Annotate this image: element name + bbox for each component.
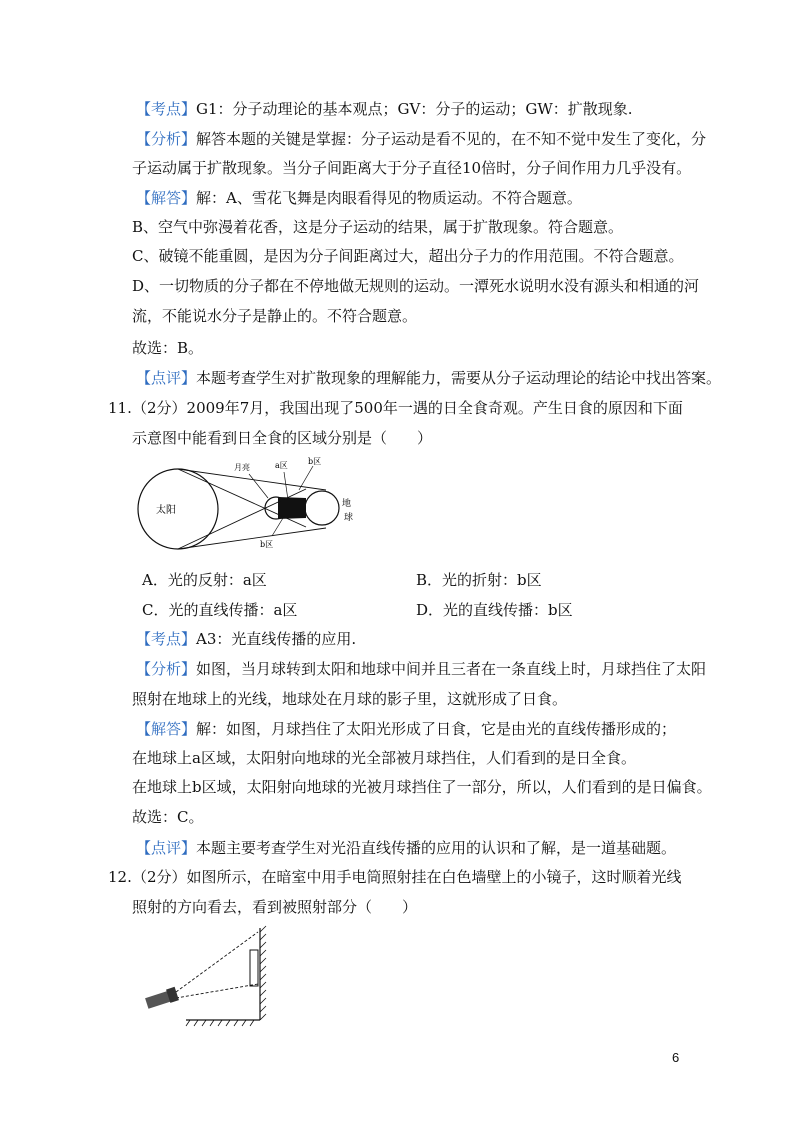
light-ray-bottom <box>176 984 258 998</box>
dianping-text: 本题考查学生对扩散现象的理解能力，需要从分子运动理论的结论中找出答案。 <box>196 369 722 387</box>
light-ray-top <box>176 932 258 992</box>
kaodian-tag: 【考点】 <box>136 100 197 118</box>
kaodian-text: G1：分子动理论的基本观点；GV：分子的运动；GW：扩散现象. <box>196 100 633 118</box>
option-d: D．光的直线传播：b区 <box>416 601 573 619</box>
jieda-tag: 【解答】 <box>136 189 197 207</box>
kaodian-tag: 【考点】 <box>136 630 197 648</box>
fenxi-text: 如图，当月球转到太阳和地球中间并且三者在一条直线上时，月球挡住了太阳 <box>196 660 707 678</box>
dianping-tag: 【点评】 <box>136 369 197 387</box>
q11-fenxi <box>136 659 706 679</box>
earth-label-2: 球 <box>344 513 354 523</box>
q11-dianping <box>136 838 676 858</box>
kaodian-text: A3：光直线传播的应用. <box>196 630 357 648</box>
option-b: B．光的折射：b区 <box>416 571 542 589</box>
page-number: 6 <box>672 1050 680 1065</box>
option-c: C．光的直线传播：a区 <box>142 601 298 619</box>
a-zone-label: a区 <box>275 461 288 470</box>
sun-circle <box>138 469 218 549</box>
dianping-text: 本题主要考查学生对光沿直线传播的应用的认识和了解，是一道基础题。 <box>196 839 677 857</box>
option-a: A．光的反射：a区 <box>142 571 267 589</box>
mirror <box>250 950 258 986</box>
fenxi-text: 解答本题的关键是掌握：分子运动是看不见的，在不知不觉中发生了变化，分 <box>196 130 707 148</box>
q11-line-b: 在地球上b区域，太阳射向地球的光被月球挡住了一部分，所以，人们看到的是日偏食。 <box>132 778 712 796</box>
dianping-tag: 【点评】 <box>136 839 197 857</box>
q11-number: 11. <box>108 399 132 417</box>
b-zone-label-bottom: b区 <box>260 540 274 549</box>
wall-hatching <box>260 926 266 1020</box>
fenxi-tag: 【分析】 <box>136 130 197 148</box>
q11-fenxi-cont: 照射在地球上的光线，地球处在月球的影子里，这就形成了日食。 <box>132 690 568 708</box>
q11-line-a: 在地球上a区域，太阳射向地球的光全部被月球挡住，人们看到的是日全食。 <box>132 749 636 767</box>
q10-line-d: D、一切物质的分子都在不停地做无规则的运动。一潭死水说明水没有源头和相通的河 <box>132 277 700 295</box>
b-zone-label-top: b区 <box>308 457 322 466</box>
q10-fenxi <box>136 129 706 149</box>
q10-answer: 故选：B。 <box>132 339 204 357</box>
floor-hatching <box>186 1020 254 1026</box>
flashlight-mirror-diagram <box>140 922 270 1030</box>
q10-line-d-cont: 流，不能说水分子是静止的。不符合题意。 <box>132 307 418 325</box>
jieda-tag: 【解答】 <box>136 720 197 738</box>
q10-line-c: C、破镜不能重圆，是因为分子间距离过大，超出分子力的作用范围。不符合题意。 <box>132 247 684 265</box>
sun-label: 太阳 <box>156 505 176 516</box>
flashlight-icon <box>145 987 179 1009</box>
jieda-text: 解：A、雪花飞舞是肉眼看得见的物质运动。不符合题意。 <box>196 189 582 207</box>
q12-stem-cont: 照射的方向看去，看到被照射部分（ ） <box>132 898 418 916</box>
q11-kaodian <box>136 629 356 649</box>
earth-circle <box>305 491 339 525</box>
q11-jieda <box>136 719 676 739</box>
moon-label: 月亮 <box>234 463 250 472</box>
fenxi-tag: 【分析】 <box>136 660 197 678</box>
q10-kaodian <box>136 99 633 119</box>
q12-number: 12. <box>108 868 132 886</box>
q11-stem: （2分）2009年7月，我国出现了500年一遇的日全食奇观。产生日食的原因和下面 <box>132 399 683 417</box>
q11-answer: 故选：C。 <box>132 808 204 826</box>
q10-line-b: B、空气中弥漫着花香，这是分子运动的结果，属于扩散现象。符合题意。 <box>132 218 624 236</box>
earth-label-1: 地 <box>342 499 352 509</box>
q10-fenxi-cont: 子运动属于扩散现象。当分子间距离大于分子直径10倍时，分子间作用力几乎没有。 <box>132 159 692 177</box>
jieda-text: 解：如图，月球挡住了太阳光形成了日食，它是由光的直线传播形成的； <box>196 720 677 738</box>
q12-stem: （2分）如图所示，在暗室中用手电筒照射挂在白色墙壁上的小镜子，这时顺着光线 <box>132 868 682 886</box>
q10-jieda <box>136 188 582 208</box>
q11-stem-cont: 示意图中能看到日全食的区域分别是（ ） <box>132 429 433 447</box>
q10-dianping <box>136 368 721 388</box>
solar-eclipse-diagram <box>130 452 370 554</box>
